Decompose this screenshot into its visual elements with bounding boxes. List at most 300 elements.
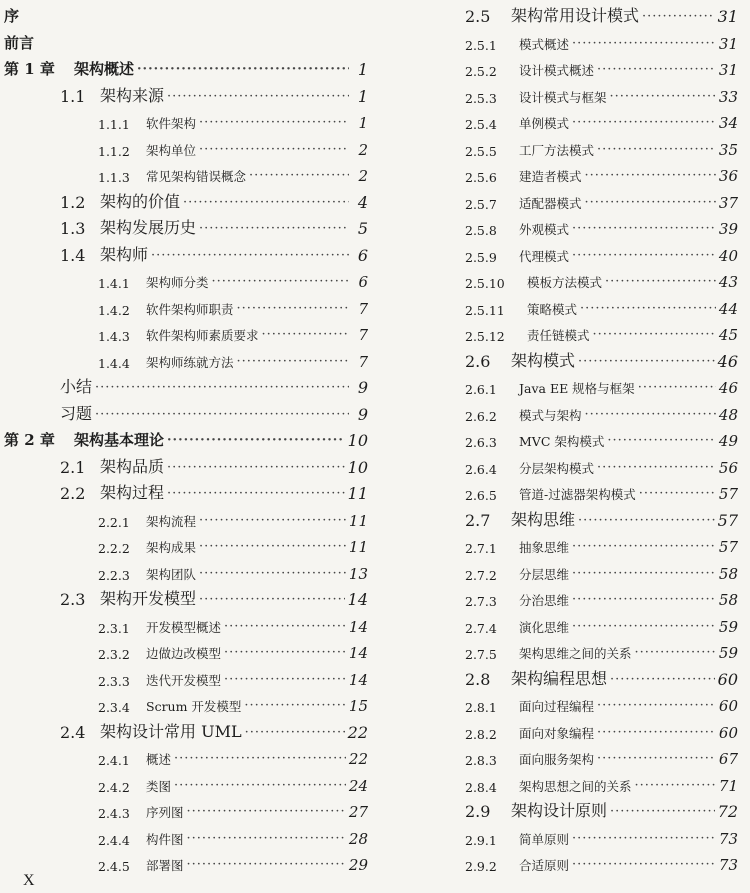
toc-entry-title: 代理模式 (519, 248, 570, 264)
leader-dots (167, 90, 349, 103)
toc-entry[interactable] (0, 667, 368, 689)
toc-entry-title: 架构设计原则 (511, 801, 608, 820)
leader-dots (212, 275, 349, 288)
leader-dots (578, 355, 715, 368)
leader-dots (167, 461, 345, 474)
toc-entry[interactable] (0, 455, 368, 477)
toc-entry[interactable] (405, 481, 738, 503)
toc-entry-page: 14 (347, 590, 368, 609)
leader-dots (597, 63, 716, 76)
toc-entry-page: 60 (717, 669, 738, 689)
leader-dots (572, 222, 716, 235)
toc-entry-title: 架构思维之间的关系 (519, 646, 632, 661)
toc-entry-page: 73 (718, 829, 738, 848)
toc-entry-number: 2.6.4 (465, 461, 497, 477)
toc-entry-page: 14 (348, 670, 368, 689)
toc-entry-number: 2.6.3 (465, 435, 497, 450)
toc-entry[interactable] (405, 799, 738, 821)
toc-entry-title: 概述 (146, 752, 172, 767)
leader-dots (572, 620, 716, 633)
toc-entry-page: 36 (718, 167, 738, 185)
toc-entry[interactable] (0, 561, 368, 583)
toc-entry[interactable] (405, 826, 738, 848)
toc-entry-number: 2.5 (465, 7, 491, 26)
toc-entry[interactable] (0, 746, 368, 768)
toc-entry-title: 构件图 (146, 831, 184, 847)
toc-entry-number: 2.3.4 (98, 700, 130, 715)
toc-entry-page: 4 (357, 192, 368, 212)
leader-dots (597, 726, 716, 739)
toc-entry-page: 7 (358, 352, 368, 371)
toc-entry-page: 44 (718, 299, 738, 318)
toc-entry[interactable] (405, 402, 738, 424)
leader-dots (199, 222, 349, 235)
leader-dots (597, 699, 716, 712)
leader-dots (639, 487, 716, 500)
toc-entry-title: 单例模式 (519, 116, 570, 131)
toc-entry-number: 1.4.3 (98, 329, 130, 344)
toc-entry[interactable] (405, 640, 738, 662)
toc-entry[interactable] (0, 481, 368, 503)
toc-entry-title: Java EE 规格与框架 (519, 381, 635, 396)
toc-entry[interactable] (0, 322, 368, 344)
toc-entry-number: 2.7.5 (465, 647, 497, 662)
leader-dots (224, 646, 346, 659)
toc-entry[interactable] (405, 773, 738, 795)
toc-entry-title: 面向对象编程 (519, 725, 595, 741)
page-number-roman: X (23, 872, 35, 889)
leader-dots (635, 779, 716, 792)
toc-entry[interactable] (405, 746, 738, 768)
toc-entry-number: 2.2.2 (98, 541, 130, 556)
toc-entry-number: 2.1 (60, 457, 86, 477)
toc-entry[interactable] (0, 534, 368, 556)
toc-entry-number: 2.5.1 (465, 37, 497, 53)
toc-entry[interactable] (405, 455, 738, 477)
toc-entry-page: 5 (357, 219, 368, 238)
toc-entry-page: 67 (718, 750, 738, 768)
toc-entry-title: 迭代开发模型 (146, 672, 222, 688)
toc-entry-title: MVC 架构模式 (519, 434, 605, 449)
toc-entry[interactable] (405, 428, 738, 450)
leader-dots (585, 169, 716, 182)
toc-entry-title: 建造者模式 (519, 169, 582, 184)
toc-entry-title: 适配器模式 (519, 195, 582, 211)
toc-entry[interactable] (405, 31, 738, 53)
toc-entry-number: 1.4.4 (98, 355, 130, 371)
toc-entry-title: 架构成果 (146, 540, 197, 555)
toc-entry[interactable] (405, 614, 738, 636)
toc-entry-title: 模板方法模式 (527, 275, 603, 290)
toc-entry-page: 31 (718, 61, 738, 79)
toc-entry-number: 2.7.2 (465, 567, 497, 583)
leader-dots (95, 381, 349, 394)
leader-dots (642, 10, 715, 23)
toc-entry-number: 2.5.2 (465, 64, 497, 79)
toc-entry-page: 13 (348, 564, 368, 583)
toc-entry-page: 57 (717, 510, 738, 530)
toc-entry-page: 34 (718, 114, 738, 132)
toc-entry-title: 架构来源 (100, 85, 165, 105)
toc-entry-title: 小结 (60, 377, 93, 396)
leader-dots (187, 805, 346, 818)
toc-entry-page: 37 (718, 193, 738, 212)
toc-entry-page: 71 (718, 776, 738, 795)
toc-entry[interactable] (0, 296, 368, 318)
toc-entry-title: 架构思维 (511, 509, 576, 529)
toc-entry-number: 2.8.4 (465, 779, 497, 795)
toc-entry-title: 序列图 (146, 805, 184, 820)
toc-entry-number: 1.4.1 (98, 276, 130, 291)
toc-entry-page: 59 (718, 644, 738, 662)
toc-entry[interactable] (0, 826, 368, 848)
toc-entry-number: 1.1.3 (98, 170, 130, 185)
toc-entry-title: 部署图 (146, 858, 184, 873)
toc-entry-title: 架构开发模型 (100, 589, 197, 608)
toc-entry-page: 6 (357, 245, 368, 265)
toc-entry[interactable] (405, 349, 738, 371)
toc-entry[interactable] (0, 852, 368, 874)
toc-entry-number: 2.9.2 (465, 859, 497, 874)
toc-entry-title: 软件架构师素质要求 (146, 328, 259, 343)
toc-entry-number: 2.9.1 (465, 832, 497, 848)
toc-entry-number: 2.5.12 (465, 329, 505, 344)
toc-entry-page: 24 (348, 776, 368, 795)
toc-entry[interactable] (405, 534, 738, 556)
toc-entry-number: 2.5.6 (465, 170, 497, 185)
leader-dots (199, 143, 349, 156)
toc-entry-number: 2.5.5 (465, 143, 497, 159)
toc-entry-page: 1 (358, 114, 368, 132)
toc-entry-page: 7 (358, 326, 368, 344)
toc-entry-title: 策略模式 (527, 301, 578, 317)
toc-entry[interactable] (405, 190, 738, 212)
toc-entry-number: 2.3.1 (98, 620, 130, 636)
leader-dots (605, 275, 716, 288)
toc-entry-title: 模式概述 (519, 36, 570, 52)
toc-entry[interactable] (405, 322, 738, 344)
toc-entry-number: 1.1.1 (98, 117, 130, 132)
toc-entry-number: 2.2.3 (98, 567, 130, 583)
toc-entry-title: 架构基本理论 (74, 431, 165, 449)
toc-entry-page: 39 (718, 220, 738, 238)
toc-entry-number: 第 1 章 (4, 60, 55, 78)
toc-entry-title: Scrum 开发模型 (146, 699, 242, 714)
leader-dots (174, 779, 346, 792)
toc-entry-title: 简单原则 (519, 831, 570, 847)
toc-entry-number: 第 2 章 (4, 431, 55, 449)
toc-entry[interactable] (0, 587, 368, 609)
toc-entry-number: 2.7.3 (465, 594, 497, 609)
leader-dots (199, 116, 349, 129)
toc-entry-title: 序 (4, 7, 20, 25)
toc-entry-title: 开发模型概述 (146, 619, 222, 635)
toc-entry-number: 2.8 (465, 669, 491, 689)
toc-entry[interactable] (0, 640, 368, 662)
toc-entry-title: 架构单位 (146, 142, 197, 158)
toc-entry[interactable] (405, 296, 738, 318)
toc-entry-title: 架构流程 (146, 513, 197, 529)
toc-entry-number: 2.6.1 (465, 382, 497, 397)
toc-entry-number: 2.6 (465, 351, 491, 371)
leader-dots (199, 540, 346, 553)
toc-entry-number: 1.1 (60, 86, 86, 106)
toc-entry-title: 架构过程 (100, 483, 165, 502)
toc-entry[interactable] (0, 57, 368, 79)
toc-entry-number: 2.4 (60, 722, 86, 742)
leader-dots (137, 63, 349, 76)
leader-dots (610, 673, 715, 686)
leader-dots (610, 805, 715, 818)
toc-entry-page: 49 (718, 432, 738, 450)
leader-dots (224, 673, 346, 686)
toc-entry-page: 14 (348, 617, 368, 636)
toc-entry[interactable] (0, 375, 368, 397)
leader-dots (635, 646, 716, 659)
toc-entry-number: 2.4.3 (98, 806, 130, 821)
toc-entry[interactable] (0, 349, 368, 371)
toc-entry-title: 分治思维 (519, 593, 570, 608)
leader-dots (597, 752, 716, 765)
toc-entry-title: 前言 (4, 33, 35, 52)
toc-entry-title: 架构思想之间的关系 (519, 778, 632, 794)
leader-dots (585, 408, 716, 421)
leader-dots (597, 143, 716, 156)
leader-dots (572, 567, 716, 580)
toc-entry-page: 57 (718, 485, 738, 503)
toc-entry-title: 架构品质 (100, 456, 165, 476)
toc-entry-title: 架构编程思想 (511, 668, 608, 688)
leader-dots (167, 434, 345, 447)
toc-entry-title: 架构的价值 (100, 191, 181, 211)
toc-entry-page: 10 (347, 457, 368, 477)
toc-entry-title: 架构发展历史 (100, 218, 197, 237)
toc-entry[interactable] (405, 508, 738, 530)
toc-entry[interactable] (0, 216, 368, 238)
leader-dots (249, 169, 349, 182)
toc-entry-page: 9 (357, 378, 368, 397)
leader-dots (95, 408, 349, 421)
toc-entry[interactable] (405, 375, 738, 397)
toc-entry[interactable] (405, 243, 738, 265)
toc-entry-page: 73 (718, 856, 738, 874)
toc-entry-title: 模式与架构 (519, 407, 582, 423)
toc-entry-number: 2.5.7 (465, 196, 497, 212)
toc-entry-page: 31 (718, 34, 738, 53)
toc-entry-page: 11 (348, 511, 368, 530)
toc-entry[interactable] (405, 57, 738, 79)
leader-dots (593, 328, 716, 341)
leader-dots (237, 355, 349, 368)
toc-entry-page: 2 (358, 140, 368, 159)
toc-entry[interactable] (0, 614, 368, 636)
toc-entry[interactable] (405, 84, 738, 106)
leader-dots (187, 858, 346, 871)
toc-entry-page: 11 (348, 538, 368, 556)
toc-entry-title: 习题 (60, 403, 93, 423)
toc-entry-number: 1.1.2 (98, 143, 130, 159)
toc-entry-page: 46 (717, 351, 738, 371)
toc-entry-page: 45 (718, 326, 738, 344)
toc-entry-number: 2.3 (60, 590, 86, 609)
toc-entry-title: 演化思维 (519, 619, 570, 635)
toc-entry-title: 架构师分类 (146, 275, 209, 290)
leader-dots (572, 593, 716, 606)
toc-entry-title: 外观模式 (519, 222, 570, 237)
leader-dots (572, 116, 716, 129)
toc-entry[interactable] (405, 269, 738, 291)
toc-entry-number: 2.4.4 (98, 832, 130, 848)
toc-entry[interactable] (0, 799, 368, 821)
toc-entry-number: 2.3.3 (98, 673, 130, 689)
toc-entry-title: 软件架构师职责 (146, 301, 234, 317)
toc-entry-page: 33 (718, 87, 738, 106)
leader-dots (572, 832, 716, 845)
leader-dots (597, 461, 716, 474)
toc-entry-title: 架构师练就方法 (146, 354, 234, 370)
leader-dots (245, 726, 345, 739)
toc-entry-number: 1.3 (60, 219, 86, 238)
leader-dots (224, 620, 346, 633)
toc-entry[interactable] (0, 163, 368, 185)
toc-entry-page: 43 (718, 273, 738, 291)
toc-entry[interactable] (0, 84, 368, 106)
toc-entry[interactable] (405, 4, 738, 26)
toc-entry-title: 分层思维 (519, 566, 570, 582)
toc-entry-page: 1 (357, 86, 368, 106)
leader-dots (262, 328, 349, 341)
toc-entry[interactable] (0, 137, 368, 159)
toc-entry[interactable] (0, 4, 19, 26)
toc-entry[interactable] (405, 216, 738, 238)
toc-entry-number: 2.5.10 (465, 276, 505, 291)
leader-dots (572, 249, 716, 262)
leader-dots (237, 302, 349, 315)
toc-entry[interactable] (405, 163, 738, 185)
toc-entry-number: 2.2.1 (98, 514, 130, 530)
toc-entry-title: 架构概述 (74, 60, 135, 78)
toc-entry[interactable] (405, 137, 738, 159)
toc-entry-page: 60 (718, 723, 738, 742)
toc-entry-title: 工厂方法模式 (519, 142, 595, 158)
leader-dots (244, 699, 345, 712)
toc-entry-number: 2.3.2 (98, 647, 130, 662)
toc-entry-page: 29 (348, 856, 368, 874)
toc-entry[interactable] (405, 852, 738, 874)
toc-entry-page: 22 (347, 722, 368, 742)
leader-dots (572, 858, 716, 871)
leader-dots (151, 249, 349, 262)
toc-entry-page: 15 (348, 697, 368, 715)
toc-entry-number: 2.5.4 (465, 117, 497, 132)
toc-entry-page: 7 (358, 299, 368, 318)
toc-entry[interactable] (405, 110, 738, 132)
toc-entry-title: 设计模式概述 (519, 63, 595, 78)
toc-entry-title: 架构设计常用 UML (100, 721, 242, 741)
toc-entry-title: 类图 (146, 778, 172, 794)
toc-entry-number: 2.8.2 (465, 726, 497, 742)
toc-entry[interactable] (405, 667, 738, 689)
toc-entry[interactable] (0, 773, 368, 795)
toc-entry-page: 60 (718, 697, 738, 715)
toc-entry[interactable] (0, 243, 368, 265)
toc-entry-page: 35 (718, 140, 738, 159)
leader-dots (572, 37, 716, 50)
toc-entry-page: 6 (358, 273, 368, 291)
toc-entry-number: 2.2 (60, 484, 86, 503)
toc-entry-number: 1.2 (60, 192, 86, 212)
toc-entry-number: 2.5.8 (465, 223, 497, 238)
toc-entry-page: 59 (718, 617, 738, 636)
toc-entry[interactable] (0, 693, 368, 715)
toc-entry-page: 9 (357, 404, 368, 424)
toc-entry-number: 2.5.3 (465, 90, 497, 106)
toc-entry-number: 2.6.2 (465, 408, 497, 424)
toc-entry-title: 架构常用设计模式 (511, 6, 640, 25)
toc-entry-number: 2.6.5 (465, 488, 497, 503)
toc-entry[interactable] (405, 693, 738, 715)
toc-entry-title: 管道-过滤器架构模式 (519, 487, 636, 502)
toc-entry-number: 2.8.1 (465, 700, 497, 715)
leader-dots (183, 196, 349, 209)
toc-entry-title: 责任链模式 (527, 328, 590, 343)
toc-entry-page: 31 (717, 7, 738, 26)
leader-dots (199, 567, 346, 580)
leader-dots (174, 752, 346, 765)
toc-entry-number: 2.7.4 (465, 620, 497, 636)
toc-entry-page: 2 (358, 167, 368, 185)
toc-entry[interactable] (0, 190, 368, 212)
toc-entry-page: 14 (348, 644, 368, 662)
toc-entry[interactable] (0, 428, 368, 450)
toc-entry-title: 面向服务架构 (519, 752, 595, 767)
leader-dots (572, 540, 716, 553)
toc-entry-title: 边做边改模型 (146, 646, 222, 661)
toc-entry[interactable] (405, 720, 738, 742)
toc-entry[interactable] (405, 587, 738, 609)
toc-entry[interactable] (0, 31, 34, 53)
toc-entry-number: 2.4.1 (98, 753, 130, 768)
toc-entry-page: 57 (718, 538, 738, 556)
toc-entry-page: 10 (347, 431, 368, 450)
toc-entry-number: 2.8.3 (465, 753, 497, 768)
toc-entry-page: 58 (718, 591, 738, 609)
toc-entry-title: 架构模式 (511, 350, 576, 370)
toc-entry-number: 2.5.9 (465, 249, 497, 265)
toc-entry[interactable] (0, 720, 368, 742)
toc-entry-page: 1 (357, 60, 368, 79)
toc-entry-title: 常见架构错误概念 (146, 169, 247, 184)
toc-entry[interactable] (0, 508, 368, 530)
toc-entry-page: 46 (718, 379, 738, 397)
toc-entry-number: 1.4.2 (98, 302, 130, 318)
toc-entry-title: 软件架构 (146, 116, 197, 131)
toc-entry-title: 面向过程编程 (519, 699, 595, 714)
toc-entry-page: 48 (718, 405, 738, 424)
toc-entry[interactable] (0, 110, 368, 132)
toc-entry-title: 合适原则 (519, 858, 570, 873)
leader-dots (187, 832, 346, 845)
leader-dots (607, 434, 716, 447)
toc-entry-page: 56 (718, 458, 738, 477)
toc-entry-page: 40 (718, 246, 738, 265)
leader-dots (585, 196, 716, 209)
leader-dots (638, 381, 716, 394)
leader-dots (580, 302, 716, 315)
toc-entry[interactable] (0, 402, 368, 424)
toc-entry[interactable] (0, 269, 368, 291)
toc-entry[interactable] (405, 561, 738, 583)
